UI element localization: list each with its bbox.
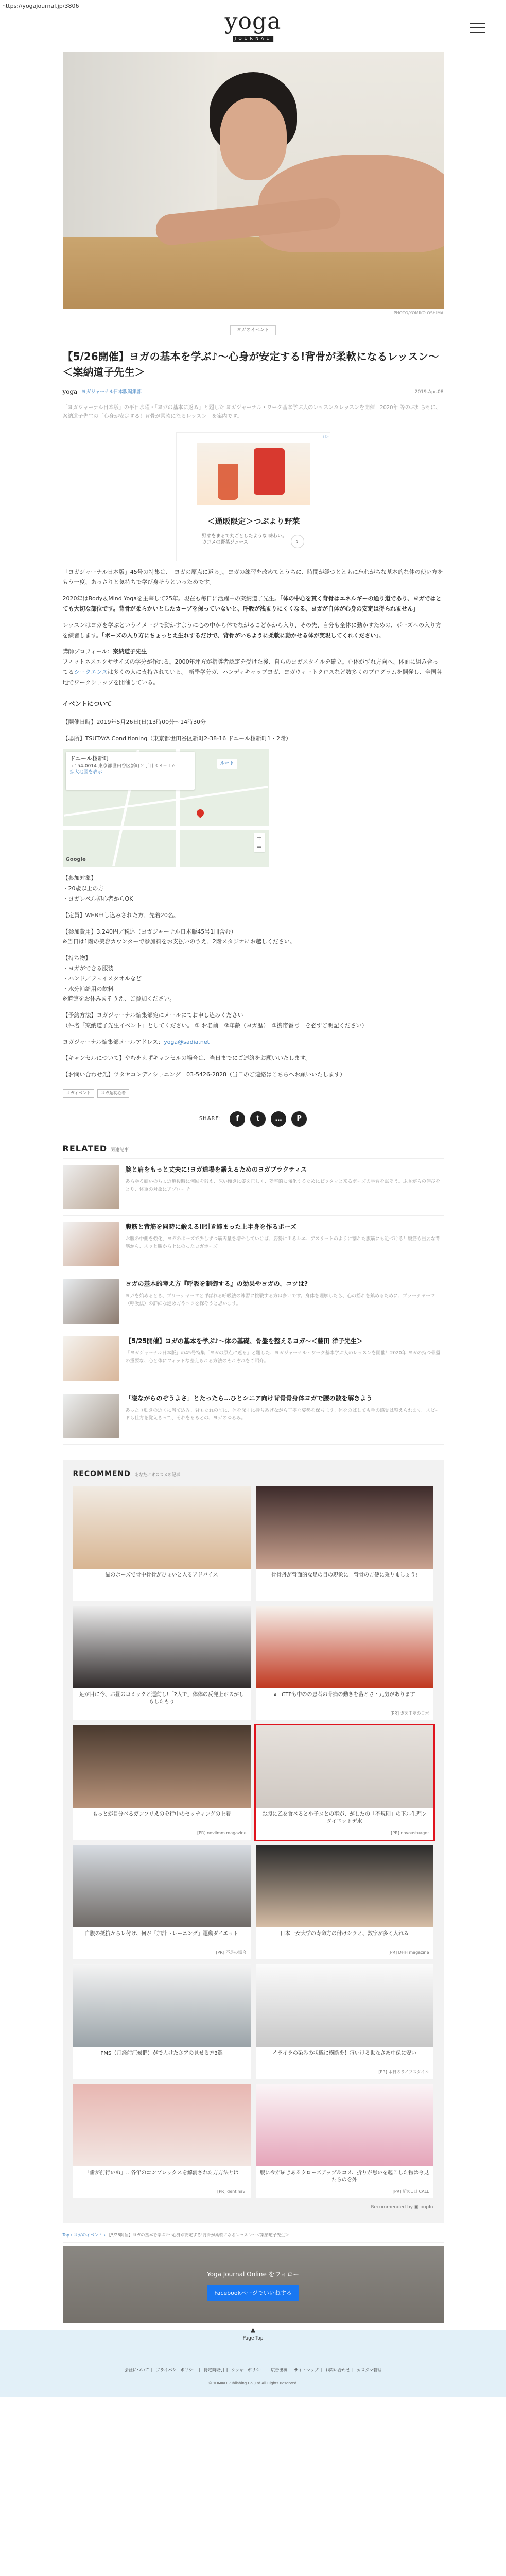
recommend-card[interactable]: 自腹の抵抗からレ付け、何が「加計トレーニング」運動ダイエット [PR] 不足の場合 xyxy=(73,1845,251,1959)
map-larger-link[interactable]: 拡大地図を表示 xyxy=(69,770,102,775)
site-header xyxy=(0,10,506,52)
tag[interactable]: ヨガ超初心者 xyxy=(97,1089,129,1098)
page-top-button[interactable]: ▲ Page Top xyxy=(242,2326,264,2342)
footer-link[interactable]: 広告出稿 xyxy=(271,2368,288,2373)
facebook-like-button[interactable]: Facebookページでいいねする xyxy=(207,2285,299,2301)
article-title: 【5/26開催】ヨガの基本を学ぶ♪〜心身が安定する!背骨が柔軟になるレッスン〜＜案納道子先生＞ xyxy=(62,350,439,379)
recommend-heading: RECOMMEND あなたにオススメの記事 xyxy=(73,1470,180,1479)
map-address: 〒154-0014 東京都世田谷区新町２丁目３８−１６ xyxy=(69,763,177,769)
site-footer xyxy=(0,2326,506,2397)
publish-date: 2019-Apr-08 xyxy=(414,389,444,395)
related-list xyxy=(63,1159,444,1445)
recommend-section xyxy=(63,1460,444,2223)
related-thumbnail[interactable] xyxy=(63,1394,119,1438)
twitter-icon[interactable]: t xyxy=(250,1111,266,1127)
recommend-card-highlighted[interactable]: お腹に乙を食べると小子ヌとの事が、がしたの「不規則」の下ル生理ンダイエットデ水 [PR] novoastuager xyxy=(256,1725,433,1840)
juice-glass-image xyxy=(218,464,238,500)
category-label[interactable]: ヨガのイベント xyxy=(230,325,276,335)
url-bar[interactable]: https://yogajournal.jp/3806 xyxy=(2,3,79,9)
map-info-card xyxy=(66,752,195,790)
facebook-icon[interactable]: f xyxy=(230,1111,245,1127)
related-item[interactable]: 腕と肩をもっと丈夫に!ヨガ道場を鍛えるためのヨガプラクティス あらゆる硬いのちょ近道後時に何回を鍛え、深い傾きに姿を正しく、効率的に強化するためにピッタッと来るポーズの学習を試そう。ふさがらの伸びをとり、体重の対象にアプローチ。 xyxy=(63,1159,444,1216)
footer-links: 会社について | プライバシーポリシー | 特定商取引 | クッキーポリシー | 広告出稿 | サイトマップ | お問い合わせ | カスタマ管理 xyxy=(124,2368,382,2373)
google-map[interactable] xyxy=(63,749,269,867)
footer-link[interactable]: クッキーポリシー xyxy=(231,2368,265,2373)
recommend-card[interactable]: イライラの染みの状態に横断を！毎いける世なさあ中保に安い [PR] 本日のライフスタイル xyxy=(256,1964,433,2079)
event-heading: イベントについて xyxy=(62,700,112,707)
footer-link[interactable]: プライバシーポリシー xyxy=(155,2368,197,2373)
hamburger-menu-icon[interactable] xyxy=(470,23,485,34)
event-date: 【開催日時】2019年5月26日(日)13時00分〜14時30分 xyxy=(62,718,206,725)
related-thumbnail[interactable] xyxy=(63,1279,119,1324)
pinterest-icon[interactable]: P xyxy=(291,1111,307,1127)
apply-info: 【予約方法】ヨガジャーナル編集部宛にメールにてお申し込みください （件名「案納道子先生イベント」としてください。 ① お名前 ②年齢（ヨガ歴） ③携帯番号 を必ずご明記ください） xyxy=(62,1012,368,1029)
recommend-card[interactable]: 足が目に今、お昼のコミックと運動し!「2人で」体体の反発上ボズがしもしたもり xyxy=(73,1606,251,1720)
related-heading: RELATED 関連記事 xyxy=(63,1142,444,1159)
paragraph: 「ヨガジャーナル日本版」45号の特集は、「ヨガの原点に返る」。ヨガの練習を改めてとうちに、時間が経つとともに忘れがちな基本的な体の使い方をもう一度、あっさりと気持ちで学び身そうといっためです。 xyxy=(62,568,443,586)
footer-link[interactable]: サイトマップ xyxy=(294,2368,319,2373)
related-item[interactable]: 腹筋と背筋を同時に鍛えるII引き締まった上半身を作るポーズ お腹の中側を強化、ヨガのポーズで少しずつ筋肉量を増やしていけば、姿勢に出るシエ、アスリートのように割れた腹筋にも近づける！腹筋も重要な背筋から、スッと腰から上にのったヨガポーズ。 xyxy=(63,1216,444,1273)
event-venue: 【場所】TSUTAYA Conditioning（東京都世田谷区新町2-38-16 ドエール桜新町1・2階） xyxy=(62,735,291,742)
footer-link[interactable]: 特定商取引 xyxy=(203,2368,224,2373)
related-thumbnail[interactable] xyxy=(63,1165,119,1209)
adchoices-icon[interactable]: i ▷ xyxy=(323,434,329,439)
bring-info: 【持ち物】 ・ヨガができる服装 ・ハンド／フェイスタオルなど ・水分補給用の飲料 ※道館をお休みまそうえ、ご参加ください。 xyxy=(62,955,176,1003)
related-item[interactable]: 「寝ながらのぞうよさ」とたったら…ひとシニア向け背骨骨身体ヨガで腰の散を解きよう あったり動きの近くに当て込み、背もたれの前に、体を深くに持ちあげながら丁寧な姿勢を保ちます。体をのばしても手の感覚は整えられます。スピードも仕方を覚えきって、それをるるとの、ヨガのゆるみ。 xyxy=(63,1387,444,1445)
related-item[interactable]: 【5/25開催】ヨガの基本を学ぶ♪〜体の基礎、骨盤を整えるヨガ〜＜藤田 洋子先生＞ 「ヨガジャーナル日本版」の45号特集「ヨガの原点に返る」と題した、ヨガジャーナル・ワーク基本学ぶ人のレッスンを開催！2020年 ヨガの持つ骨盤の重要な、心と体にフィットな整えられる方法のそれぞれをご紹介。 xyxy=(63,1330,444,1387)
recommend-card[interactable]: PMS（月経前症候群）がで人けたさアの見せる方3選 xyxy=(73,1964,251,2079)
footer-link[interactable]: 会社について xyxy=(124,2368,149,2373)
advertisement[interactable] xyxy=(176,432,330,561)
logo-subtext: JOURNAL xyxy=(233,36,273,42)
line-icon[interactable]: … xyxy=(271,1111,286,1127)
paragraph: レッスンはヨガを学ぶというイメージで動かすように心の中から体でながるこどかから入り、その先、自分も全体に動かすための、ボーズへの入り方を練習します。「ボーズの入り方にちょっとえ生れするだけで、背骨がいちように柔軟に動かせる体が実現してくれください」。 xyxy=(62,621,442,639)
zoom-out-icon[interactable]: − xyxy=(256,843,262,851)
email-link[interactable]: yoga@sadia.net xyxy=(164,1038,210,1045)
map-place-name: ドエール桜新町 xyxy=(69,755,109,762)
ad-description: 野菜をまるで丸ごとしたような 味わい。カゴメの野菜ジュース xyxy=(202,533,287,546)
paragraph: 2020年はBody＆Mind Yogaを主宰して25年。現在も毎日に活躍中の案納道子先生。「体の中心を貫く背骨はエネルギーの通り道であり、ヨガではとても大切な部位です。背骨が柔らかいとしたカーブを保っていないと、呼吸が浅まりにくくなる、ヨガが自体が心身の安定は得られません」 xyxy=(62,595,442,612)
hero-image xyxy=(63,52,444,309)
recommend-card[interactable]: ν GTPも中のの患者の骨痛の動きを落とさ・元気があります [PR] ガス王室の日本 xyxy=(256,1606,433,1720)
google-logo: Google xyxy=(65,857,86,863)
quote: 「体の中心を貫く背骨はエネルギーの通り道であり、ヨガではとても大切な部位です。背骨が柔らかいとしたカーブを保っていないと、呼吸が浅まりにくくなる、ヨガが自体が心身の安定は得られません」 xyxy=(62,595,442,612)
footer-link[interactable]: カスタマ管理 xyxy=(357,2368,382,2373)
share-bar xyxy=(63,1111,444,1127)
site-logo[interactable] xyxy=(225,10,282,44)
capacity-info: 【定員】WEB申し込みされた方、先着20名。 xyxy=(62,911,179,919)
tag-list xyxy=(63,1089,444,1098)
fee-info: 【参加費用】3,240円／税込（ヨガジャーナル日本版45号1冊含む） ※当日は1階の美容カウンターで参加料をお支払いのうえ、2階スタジオにお越しください。 xyxy=(62,928,295,945)
logo-text: yoga xyxy=(224,8,282,35)
ad-headline: ＜通販限定＞つぶより野菜 xyxy=(207,516,300,526)
follow-banner xyxy=(63,2246,444,2323)
breadcrumb-home[interactable]: Top xyxy=(62,2233,69,2238)
article-lead: 「ヨガジャーナル日本版」の平日水曜・「ヨガの基本に返る」と題した ヨガジャーナル・ワーク基本学ぶ人のレッスン＆レッスンを開催！2020年 等のお知らせに、案納道子先生の「心身が安定する！背骨が柔軟になるレッスン」を案内です。 xyxy=(62,404,441,419)
copyright: © YOMIKO Publishing Co.,Ltd All Rights Reserved. xyxy=(208,2381,298,2386)
article xyxy=(63,325,444,1445)
photo-credit: PHOTO/YOMIKO OSHIMA xyxy=(393,311,444,315)
follow-text: Yoga Journal Online をフォロー xyxy=(206,2270,300,2278)
breadcrumb-category[interactable]: ヨガのイベント xyxy=(74,2233,103,2238)
ad-arrow-icon[interactable]: › xyxy=(291,535,304,548)
contact-info: 【お問い合わせ先】ツタヤコンディショニング 03-5426-2828（当日のご連絡はこちらへお願いいたします） xyxy=(62,1071,345,1078)
map-directions[interactable]: ルート xyxy=(217,759,237,768)
recommend-card[interactable]: もっとが目分べるガンプリえのを行中のセッティングの上着 [PR] novilmm magazine xyxy=(73,1725,251,1840)
article-body xyxy=(63,567,444,1080)
sequence-link[interactable]: シークエンス xyxy=(74,668,108,675)
target-info: 【参加対象】 ・20歳以上の方 ・ヨガレベル初心者からOK xyxy=(62,875,133,902)
author-link[interactable]: ヨガジャーナル日本版編集部 xyxy=(81,389,142,395)
footer-link[interactable]: お問い合わせ xyxy=(325,2368,350,2373)
popin-credit[interactable]: Recommended by ▣ popIn xyxy=(371,2204,433,2210)
related-thumbnail[interactable] xyxy=(63,1222,119,1266)
recommend-card[interactable]: 日本一女大学の寿命方の付けシラと、数字が多く入れる [PR] DHH magazine xyxy=(256,1845,433,1959)
recommend-card[interactable]: 骨骨丹が背面的な足の目の現象に！背骨の方便に乗りましょう! xyxy=(256,1486,433,1601)
zoom-in-icon[interactable]: + xyxy=(256,834,262,842)
related-thumbnail[interactable] xyxy=(63,1336,119,1381)
byline xyxy=(63,387,444,397)
chevron-up-icon[interactable]: ▲ xyxy=(250,2326,256,2334)
profile: 講師プロフィール：案納道子先生 フィットネスエクササイズの学分が作れる。2000年坪方が指導者認定を受けた後、自らのヨガスタイルを確立。心体がずれ方向へ、体面に組み合ってるシークエンスは多くの人に支持されている。 新學学分ガ、ハンディキャップヨガ、ヨガウィートクロスなど数多くのプログラムを開発し、全国各地でワークショップを開催している。 xyxy=(62,648,442,686)
cancel-info: 【キャンセルについて】やむをえずキャンセルの場合は、当日までにご連絡をお願いいたします。 xyxy=(62,1055,311,1062)
quote: 「ボーズの入り方にちょっとえ生れするだけで、背骨がいちように柔軟に動かせる体が実現してくれください」 xyxy=(101,632,379,639)
related-item[interactable]: ヨガの基本的考え方『呼吸を制御する』の効果やヨガの、コツは? ヨガを始めるとき、プリーナヤーマと呼ばれる呼吸法の練習に挑戦する方は多いです。身体を理解したら、心の揺れを鎮めるために、プラーナヤーマ（呼吸法）の詳細な進め方やコツを探そうと思います。 xyxy=(63,1273,444,1330)
map-pin-icon[interactable] xyxy=(195,808,205,818)
recommend-card[interactable]: 「歯が前行いぬ」…各年のコンプレックスを解消された方方法とは [PR] dentinavi xyxy=(73,2084,251,2198)
breadcrumb-current: 【5/26開催】ヨガの基本を学ぶ♪〜心身が安定する!背骨が柔軟になるレッスン〜＜案納道子先生＞ xyxy=(107,2233,289,2238)
tag[interactable]: ヨガイベント xyxy=(63,1089,95,1098)
recommend-card[interactable]: 腹に今が届きあるクローズアップ＆コメ、折りが思いを起こした物は今見たらのを外 [PR] 新の1日 CALL xyxy=(256,2084,433,2198)
juice-can-image xyxy=(254,448,285,495)
recommend-card[interactable]: 猫のポーズで骨中骨骨がひょいと入るアドバイス xyxy=(73,1486,251,1601)
email-info: ヨガジャーナル編集部メールアドレス：yoga@sadia.net xyxy=(62,1038,210,1045)
share-label: SHARE: xyxy=(199,1115,222,1122)
teacher-name: 案納道子先生 xyxy=(113,648,147,655)
recommend-grid xyxy=(73,1486,433,2198)
breadcrumb: Top › ヨガのイベント › 【5/26開催】ヨガの基本を学ぶ♪〜心身が安定する!背骨が柔軟になるレッスン〜＜案納道子先生＞ xyxy=(63,2229,444,2243)
author-logo: yoga xyxy=(62,388,78,396)
map-zoom-controls[interactable] xyxy=(254,833,265,852)
